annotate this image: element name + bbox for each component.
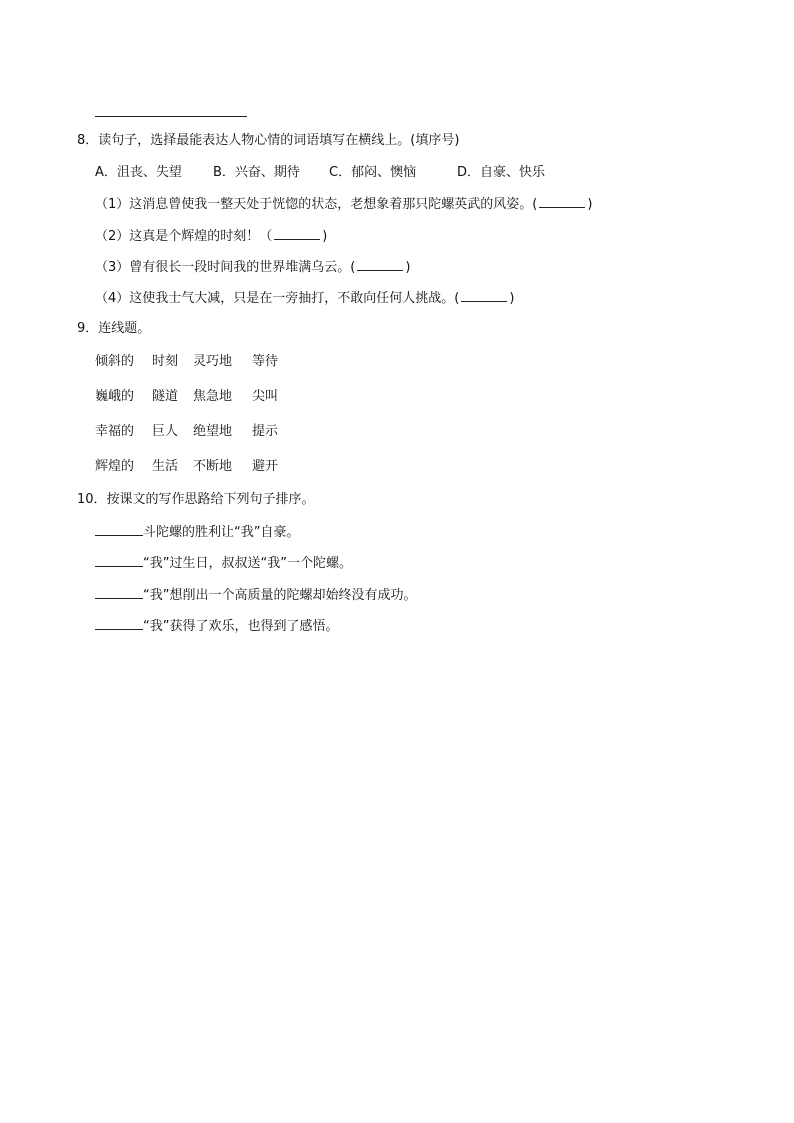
q8-item-2-text: （2）这真是个辉煌的时刻！（ (95, 229, 273, 244)
q8-item-1-end: ) (587, 197, 593, 212)
q8-item-3-blank[interactable] (357, 258, 403, 271)
q8-option-c: C．郁闷、懊恼 (329, 165, 417, 180)
q10-item-1-text: 斗陀螺的胜利让“我”自豪。 (143, 525, 300, 540)
q9-word[interactable]: 巍峨的 (95, 389, 135, 404)
q8-item-2-end: ) (322, 229, 328, 244)
q8-item-4-end: ) (509, 291, 515, 306)
q10-item-3 (95, 586, 416, 605)
q8-item-1-text: （1）这消息曾使我一整天处于恍惚的状态，老想象着那只陀螺英武的风姿。( (95, 197, 538, 212)
q10-item-2-blank[interactable] (95, 554, 143, 567)
q10-item-4 (95, 617, 338, 636)
q10-item-3-text: “我”想削出一个高质量的陀螺却始终没有成功。 (143, 588, 417, 603)
q9-word[interactable]: 绝望地 (193, 424, 233, 439)
q8-title: 8．读句子，选择最能表达人物心情的词语填写在横线上。(填序号) (77, 133, 460, 148)
q10-item-2-text: “我”过生日，叔叔送“我”一个陀螺。 (143, 556, 352, 571)
q10-title: 10．按课文的写作思路给下列句子排序。 (77, 492, 315, 507)
q9-word[interactable]: 辉煌的 (95, 459, 135, 474)
q8-option-d: D．自豪、快乐 (457, 165, 546, 180)
q9-word[interactable]: 时刻 (152, 354, 179, 369)
q9-word[interactable]: 倾斜的 (95, 354, 135, 369)
q9-word[interactable]: 焦急地 (193, 389, 233, 404)
q8-item-3-text: （3）曾有很长一段时间我的世界堆满乌云。( (95, 260, 356, 275)
q9-word[interactable]: 生活 (152, 459, 179, 474)
q9-word[interactable]: 隧道 (152, 389, 179, 404)
q8-item-2-blank[interactable] (274, 227, 320, 240)
q8-item-3-end: ) (405, 260, 411, 275)
q10-item-4-text: “我”获得了欢乐，也得到了感悟。 (143, 619, 339, 634)
q10-item-1 (95, 523, 299, 542)
q9-word[interactable]: 避开 (252, 459, 279, 474)
q9-word[interactable]: 不断地 (193, 459, 233, 474)
q8-item-3 (95, 258, 410, 277)
q10-item-1-blank[interactable] (95, 523, 143, 536)
q8-item-4 (95, 289, 514, 308)
q10-item-3-blank[interactable] (95, 586, 143, 599)
q9-word[interactable]: 灵巧地 (193, 354, 233, 369)
q9-word[interactable]: 等待 (252, 354, 279, 369)
q10-item-4-blank[interactable] (95, 617, 143, 630)
q9-word[interactable]: 提示 (252, 424, 279, 439)
q9-word[interactable]: 尖叫 (252, 389, 279, 404)
q8-item-1 (95, 195, 592, 214)
q10-item-2 (95, 554, 352, 573)
q8-item-4-blank[interactable] (461, 289, 507, 302)
q8-item-4-text: （4）这使我士气大减，只是在一旁抽打，不敢向任何人挑战。( (95, 291, 460, 306)
q8-option-a: A．沮丧、失望 (95, 165, 182, 180)
q9-word[interactable]: 巨人 (152, 424, 179, 439)
q8-item-1-blank[interactable] (539, 195, 585, 208)
q9-word[interactable]: 幸福的 (95, 424, 135, 439)
answer-line-previous (95, 116, 247, 117)
q8-item-2 (95, 227, 327, 246)
q8-option-b: B．兴奋、期待 (213, 165, 300, 180)
q9-title: 9．连线题。 (77, 321, 151, 336)
